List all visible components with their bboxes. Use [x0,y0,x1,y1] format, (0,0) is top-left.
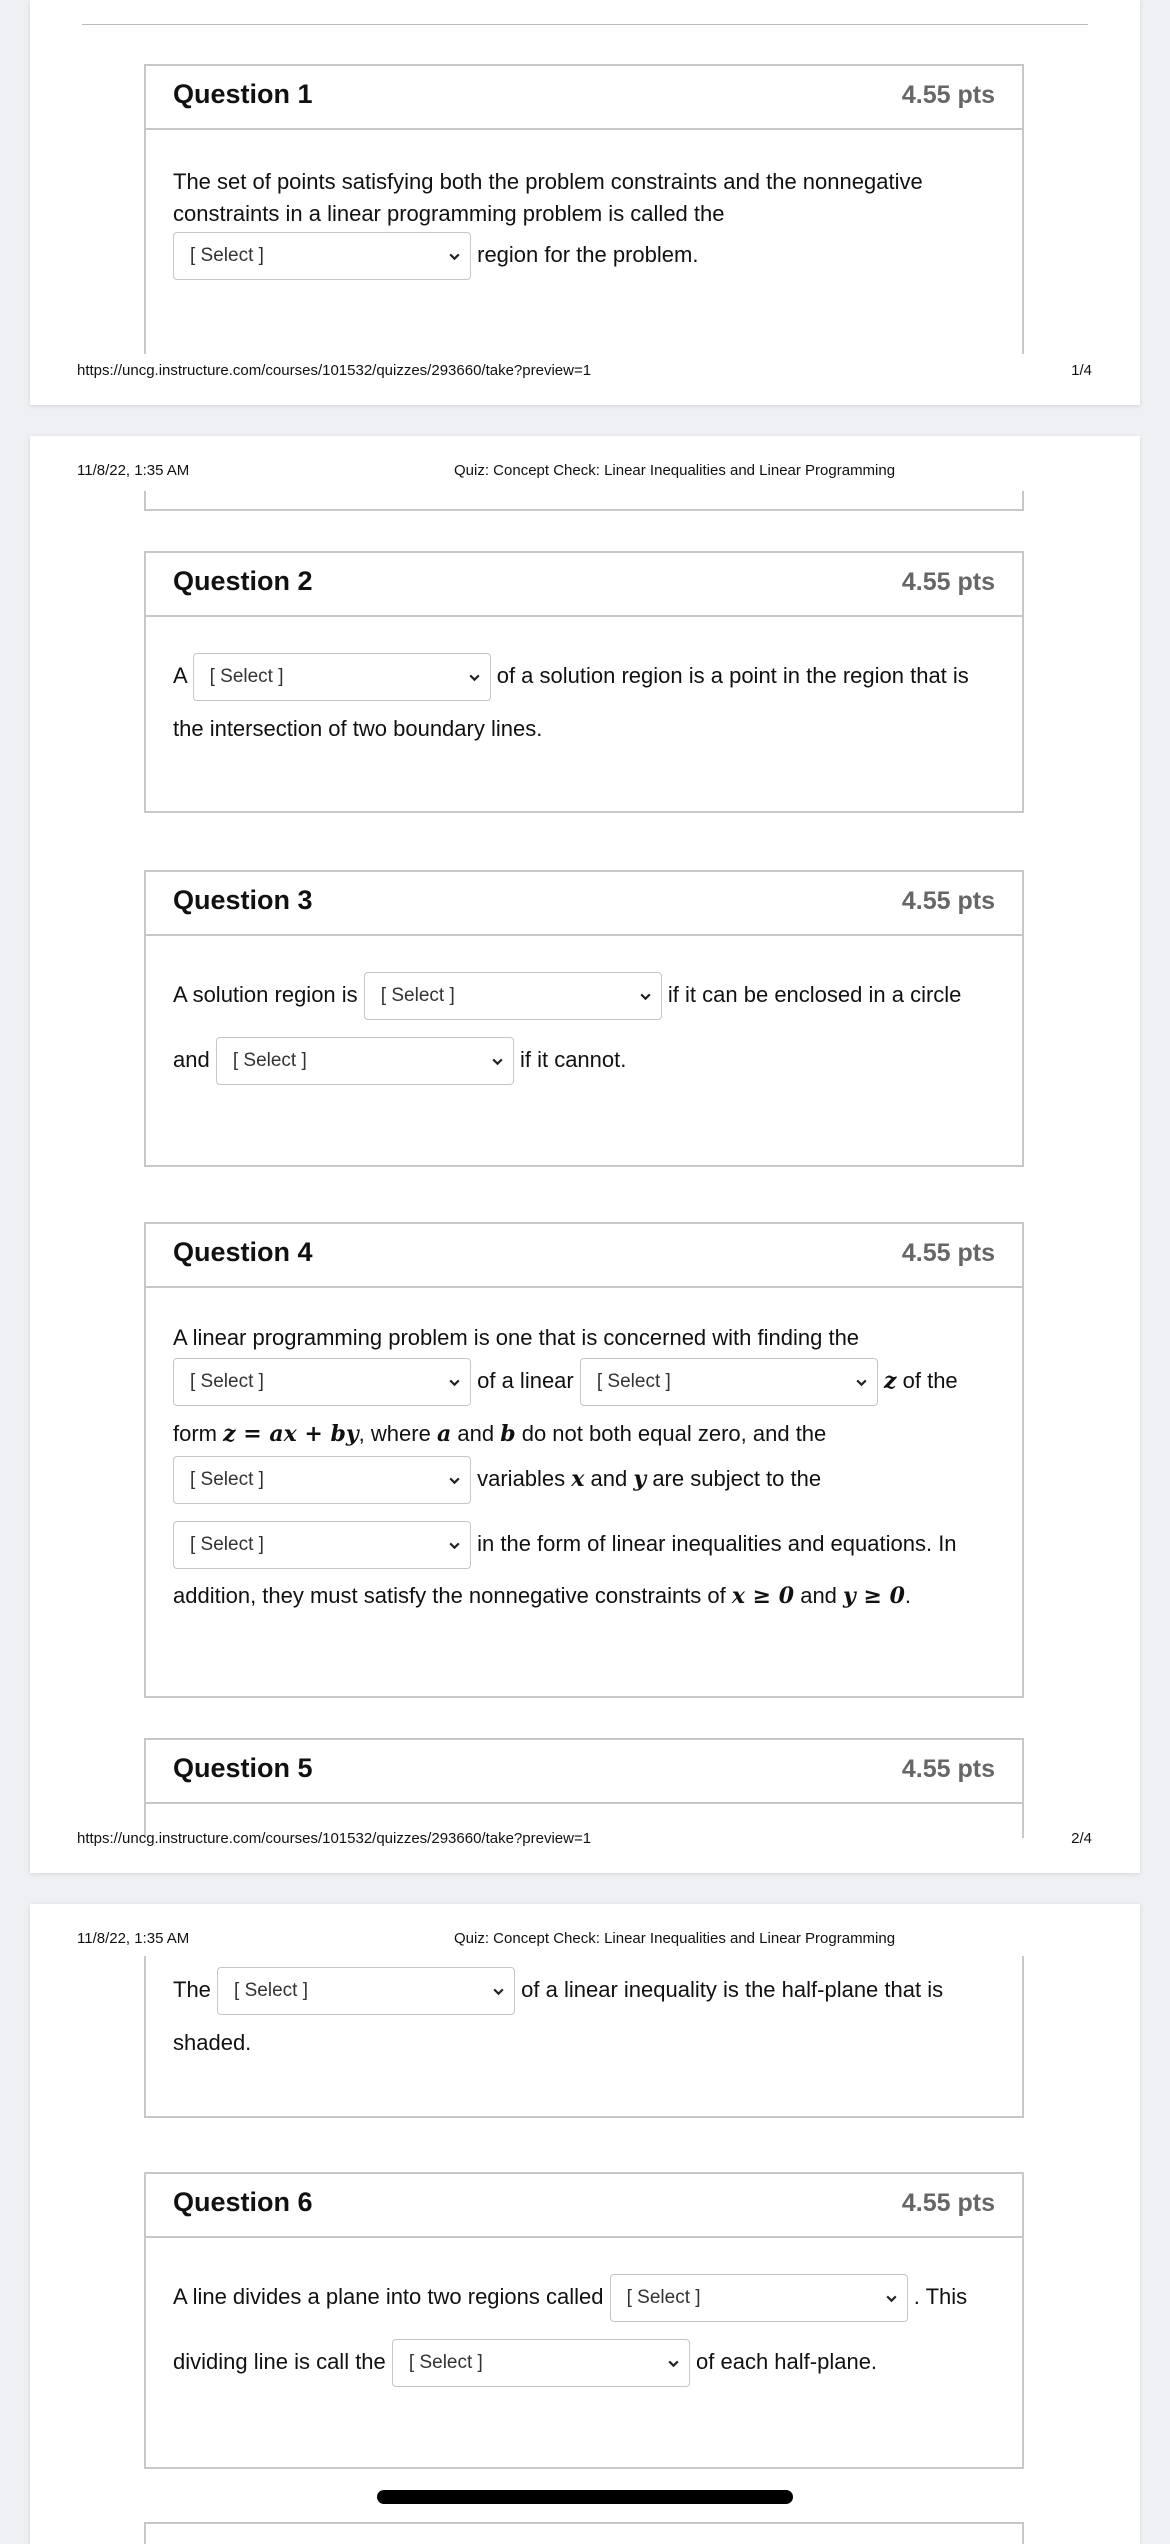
footer-url[interactable]: https://uncg.instructure.com/courses/101532/quizzes/293660/take?preview=1 [77,1830,592,1847]
q4-math-b: b [500,1421,516,1447]
question-points: 4.55 pts [901,887,995,915]
chevron-down-icon [639,990,652,1003]
q4-math-formula: z = ax + by [223,1421,359,1447]
q4-math-y: y [633,1465,647,1492]
q6-select-1[interactable]: [ Select ] [610,2274,908,2322]
q1-text-after: region for the problem. [477,241,699,267]
q3-text-3: and [173,1046,210,1072]
chevron-down-icon [885,2292,898,2305]
q6-select-2[interactable]: [ Select ] [392,2339,690,2387]
q4-select-2[interactable]: [ Select ] [580,1358,878,1406]
q4-text-3e: and [457,1421,495,1446]
question-3-header [146,872,1022,936]
question-1-header [146,66,1022,130]
question-4-header [146,1224,1022,1288]
q4-text-3g: do not both equal zero, and the [521,1421,827,1446]
q3-text-4: if it cannot. [519,1046,627,1072]
question-6-box [144,2172,1024,2469]
header-datetime: 11/8/22, 1:35 AM [77,462,190,479]
chevron-down-icon [855,1376,868,1389]
q4-text-4a: variables [477,1465,566,1491]
pdf-page-1 [30,0,1140,405]
q4-text-3a: form [173,1421,217,1446]
chevron-down-icon [492,1985,505,1998]
q6-text-1: A line divides a plane into two regions called [173,2283,604,2309]
q5-text-before: The [173,1976,211,2002]
q4-select-1[interactable]: [ Select ] [173,1358,471,1406]
footer-page-number: 2/4 [1071,1830,1092,1847]
q2-text-line-2: the intersection of two boundary lines. [173,716,543,741]
q5-select[interactable]: [ Select ] [217,1967,515,2015]
q4-text-4c: and [590,1465,628,1491]
question-1-box [144,64,1024,354]
chevron-down-icon [468,671,481,684]
question-4-box [144,1222,1024,1698]
question-points: 4.55 pts [901,2189,995,2217]
question-points: 4.55 pts [901,568,995,596]
q5-text-after: of a linear inequality is the half-plane that is [521,1976,944,2002]
question-2-header [146,553,1022,617]
q2-text-before: A [173,662,187,688]
q4-text-line-1: A linear programming problem is one that is concerned with finding the [173,1325,860,1350]
next-box-top-edge [144,2522,1024,2544]
q4-text-6a: addition, they must satisfy the nonnegative constraints of [173,1583,726,1608]
q3-text-2: if it can be enclosed in a circle [667,981,962,1007]
question-title: Question 5 [173,1753,313,1783]
question-title: Question 3 [173,885,313,915]
clipped-box-bottom [144,491,1024,511]
pdf-page-3 [30,1904,1140,2544]
q4-select-4[interactable]: [ Select ] [173,1521,471,1569]
question-title: Question 1 [173,79,313,109]
q2-select[interactable]: [ Select ] [193,653,491,701]
question-5-body-box [144,1956,1024,2118]
question-title: Question 6 [173,2187,313,2217]
home-indicator[interactable] [377,2490,793,2504]
q6-text-2: . This [913,2283,968,2309]
chevron-down-icon [667,2357,680,2370]
chevron-down-icon [491,1055,504,1068]
q1-text-line-2: constraints in a linear programming problem is called the [173,201,725,226]
question-6-header [146,2174,1022,2238]
q4-math-x: x [571,1465,585,1492]
q4-text-5: in the form of linear inequalities and equations. In [477,1530,957,1556]
footer-page-number: 1/4 [1071,362,1092,379]
question-2-box [144,551,1024,813]
q4-math-z: z [884,1367,897,1394]
question-title: Question 4 [173,1237,313,1267]
question-points: 4.55 pts [901,1755,995,1783]
q4-math-a: a [436,1421,452,1447]
q4-text-3c: , where [358,1421,431,1446]
q4-select-3[interactable]: [ Select ] [173,1456,471,1504]
footer-url[interactable]: https://uncg.instructure.com/courses/101532/quizzes/293660/take?preview=1 [77,362,592,379]
chevron-down-icon [448,1539,461,1552]
q1-select[interactable]: [ Select ] [173,232,471,280]
question-5-header [146,1740,1022,1804]
header-title: Quiz: Concept Check: Linear Inequalities and Linear Programming [454,1930,896,1947]
q3-select-2[interactable]: [ Select ] [216,1037,514,1085]
question-3-box [144,870,1024,1167]
q4-text-6e: . [904,1583,912,1608]
chevron-down-icon [448,1376,461,1389]
q6-text-3: dividing line is call the [173,2348,386,2374]
q3-select-1[interactable]: [ Select ] [364,972,662,1020]
q4-text-4e: are subject to the [652,1465,822,1491]
question-points: 4.55 pts [901,1239,995,1267]
q5-text-line-2: shaded. [173,2030,252,2055]
q6-text-4: of each half-plane. [696,2348,878,2374]
q1-text-line-1: The set of points satisfying both the problem constraints and the nonnegative [173,169,923,194]
header-datetime: 11/8/22, 1:35 AM [77,1930,190,1947]
chevron-down-icon [448,1474,461,1487]
q4-text-2a: of a linear [477,1367,574,1393]
q4-math-x-geq-0: x ≥ 0 [731,1583,795,1609]
header-title: Quiz: Concept Check: Linear Inequalities and Linear Programming [454,462,896,479]
q2-text-after: of a solution region is a point in the region that is [496,662,969,688]
q4-text-6c: and [800,1583,837,1608]
chevron-down-icon [448,250,461,263]
pdf-page-2 [30,436,1140,1873]
question-points: 4.55 pts [901,81,995,109]
q4-text-2c: of the [902,1367,958,1393]
q4-math-y-geq-0: y ≥ 0 [843,1583,905,1609]
question-title: Question 2 [173,566,313,596]
q3-text-1: A solution region is [173,981,358,1007]
divider [82,24,1088,25]
question-5-box [144,1738,1024,1838]
